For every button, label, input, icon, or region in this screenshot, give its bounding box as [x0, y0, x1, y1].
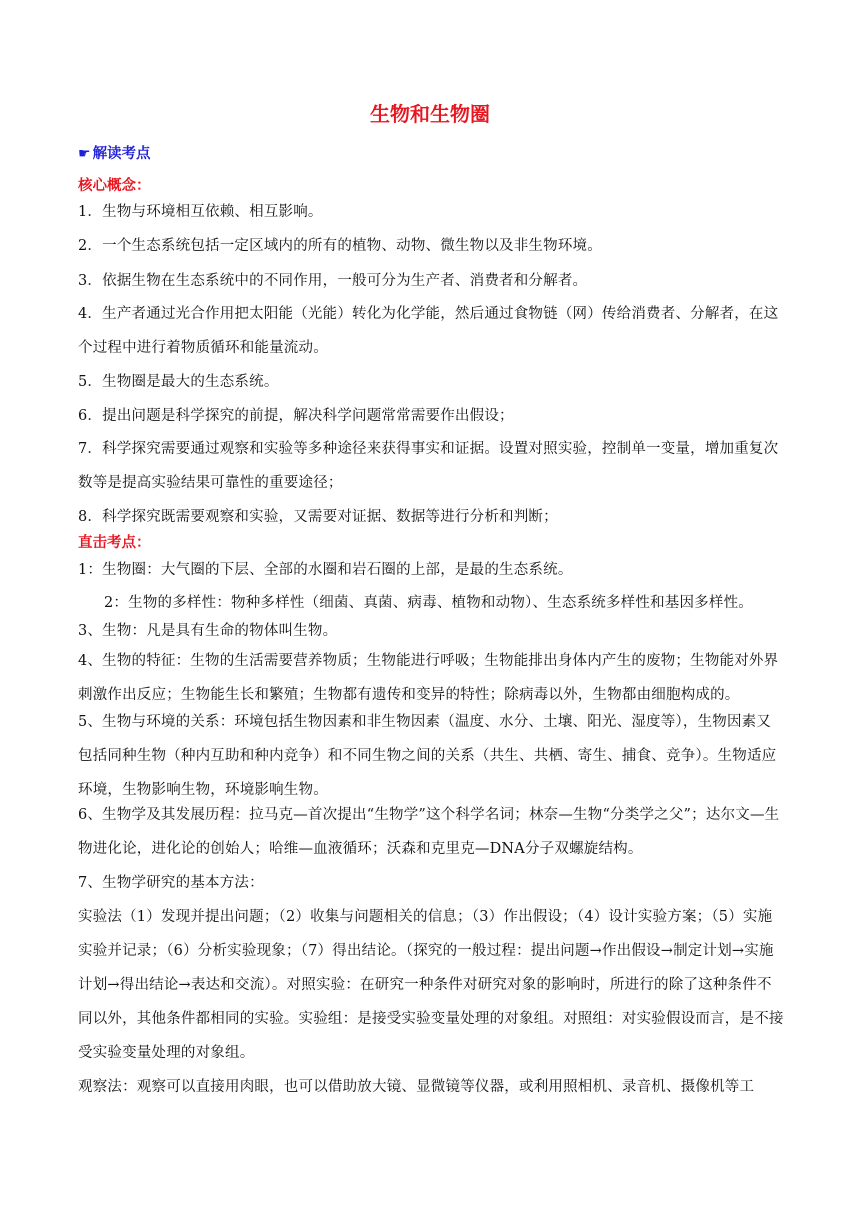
key-point-item: 观察法：观察可以直接用肉眼，也可以借助放大镜、显微镜等仪器，或利用照相机、录音机、摄像机等工	[78, 1079, 755, 1095]
section-label-text: 解读考点	[92, 146, 151, 162]
section-label	[78, 143, 151, 165]
core-concept-item: 5．生物圈是最大的生态系统。	[78, 374, 279, 390]
page-title: 生物和生物圈	[370, 102, 490, 126]
core-concept-item: 7．科学探究需要通过观察和实验等多种途径来获得事实和证据。设置对照实验，控制单一变量，增加重复次数等是提高实验结果可靠性的重要途径；	[78, 441, 779, 491]
key-point-item: 7、生物学研究的基本方法：	[78, 875, 264, 891]
core-concepts-heading: 核心概念：	[78, 178, 151, 194]
core-concept-item: 1．生物与环境相互依赖、相互影响。	[78, 204, 323, 220]
key-point-item: 3、生物：凡是具有生命的物体叫生物。	[78, 623, 338, 639]
key-point-item: 1：生物圈：大气圈的下层、全部的水圈和岩石圈的上部，是最的生态系统。	[78, 562, 573, 578]
core-concept-item: 8．科学探究既需要观察和实验，又需要对证据、数据等进行分析和判断；	[78, 509, 558, 525]
key-point-item: 实验法（1）发现并提出问题；（2）收集与问题相关的信息；（3）作出假设；（4）设计实验方案；（5）实施实验并记录；（6）分析实验现象；（7）得出结论。（探究的一般过程：提出问题→作出假设→制定计划→实施计划→得出结论→表达和交流）。对照实验：在研究一种条件对研究对象的影响时，所进行的除了这种条件不同以外，其他条件都相同的实验。实验组：是接受实验变量处理的对象组。对照组：对实验假设而言，是不接受实验变量处理的对象组。	[78, 909, 784, 1061]
key-point-item: 6、生物学及其发展历程：拉马克—首次提出“生物学”这个科学名词；林奈—生物“分类学之父”；达尔文—生物进化论，进化论的创始人；哈维—血液循环；沃森和克里克—DNA分子双螺旋结构。	[78, 807, 780, 857]
core-concept-item: 6．提出问题是科学探究的前提，解决科学问题常常需要作出假设；	[78, 408, 514, 424]
key-point-item: 4、生物的特征：生物的生活需要营养物质；生物能进行呼吸；生物能排出身体内产生的废物；生物能对外界刺激作出反应；生物能生长和繁殖；生物都有遗传和变异的特性；除病毒以外，生物都由细胞构成的。	[78, 653, 779, 703]
key-point-item: 2：生物的多样性：物种多样性（细菌、真菌、病毒、植物和动物）、生态系统多样性和基因多样性。	[104, 595, 753, 611]
core-concept-item: 2．一个生态系统包括一定区域内的所有的植物、动物、微生物以及非生物环境。	[78, 238, 602, 254]
key-point-item: 5、生物与环境的关系：环境包括生物因素和非生物因素（温度、水分、土壤、阳光、湿度等），生物因素又包括同种生物（种内互助和种内竞争）和不同生物之间的关系（共生、共栖、寄生、捕食、竞争）。生物适应环境，生物影响生物，环境影响生物。	[78, 714, 777, 798]
key-points-heading: 直击考点：	[78, 535, 151, 551]
core-concept-item: 3．依据生物在生态系统中的不同作用，一般可分为生产者、消费者和分解者。	[78, 273, 588, 289]
pointing-hand-icon: ☛	[78, 146, 91, 162]
core-concept-item: 4．生产者通过光合作用把太阳能（光能）转化为化学能，然后通过食物链（网）传给消费者、分解者，在这个过程中进行着物质循环和能量流动。	[78, 306, 779, 356]
